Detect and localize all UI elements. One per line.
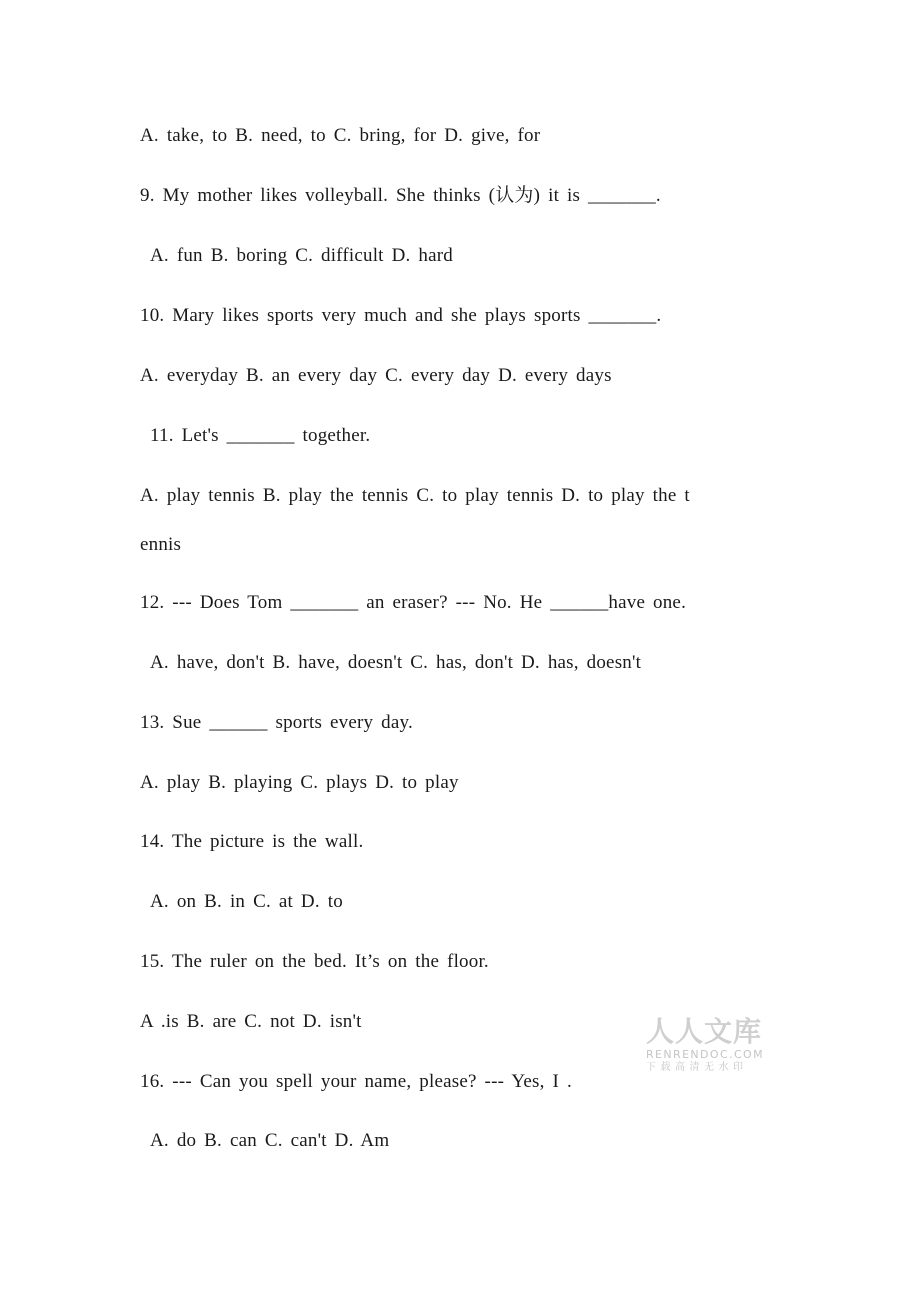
question-14: 14. The picture is the wall. xyxy=(140,831,364,852)
watermark-domain: RENRENDOC.COM xyxy=(646,1048,764,1061)
answer-options-13: A. play B. playing C. plays D. to play xyxy=(140,772,459,793)
answer-options-10: A. everyday B. an every day C. every day D. every days xyxy=(140,365,612,386)
answer-options-15: A .is B. are C. not D. isn't xyxy=(140,1011,362,1032)
watermark-logo xyxy=(646,1016,776,1074)
question-15: 15. The ruler on the bed. It’s on the floor. xyxy=(140,951,489,972)
answer-options-11: A. play tennis B. play the tennis C. to play tennis D. to play the t xyxy=(140,485,690,506)
watermark-title: 人人文库 xyxy=(646,1015,763,1048)
question-9: 9. My mother likes volleyball. She thinks (认为) it is _______. xyxy=(140,185,661,206)
answer-options-11-continued: ennis xyxy=(140,534,182,555)
answer-options-9: A. fun B. boring C. difficult D. hard xyxy=(150,245,453,266)
answer-options-16: A. do B. can C. can't D. Am xyxy=(150,1130,390,1151)
answer-options-8: A. take, to B. need, to C. bring, for D. give, for xyxy=(140,125,541,146)
answer-options-14: A. on B. in C. at D. to xyxy=(150,891,343,912)
question-13: 13. Sue ______ sports every day. xyxy=(140,712,413,733)
question-16: 16. --- Can you spell your name, please? --- Yes, I . xyxy=(140,1071,572,1092)
question-11: 11. Let's _______ together. xyxy=(150,425,371,446)
question-12: 12. --- Does Tom _______ an eraser? --- No. He ______have one. xyxy=(140,592,687,613)
answer-options-12: A. have, don't B. have, doesn't C. has, don't D. has, doesn't xyxy=(150,652,642,673)
question-10: 10. Mary likes sports very much and she plays sports _______. xyxy=(140,305,662,326)
watermark-subtitle: 下载高清无水印 xyxy=(646,1062,748,1073)
